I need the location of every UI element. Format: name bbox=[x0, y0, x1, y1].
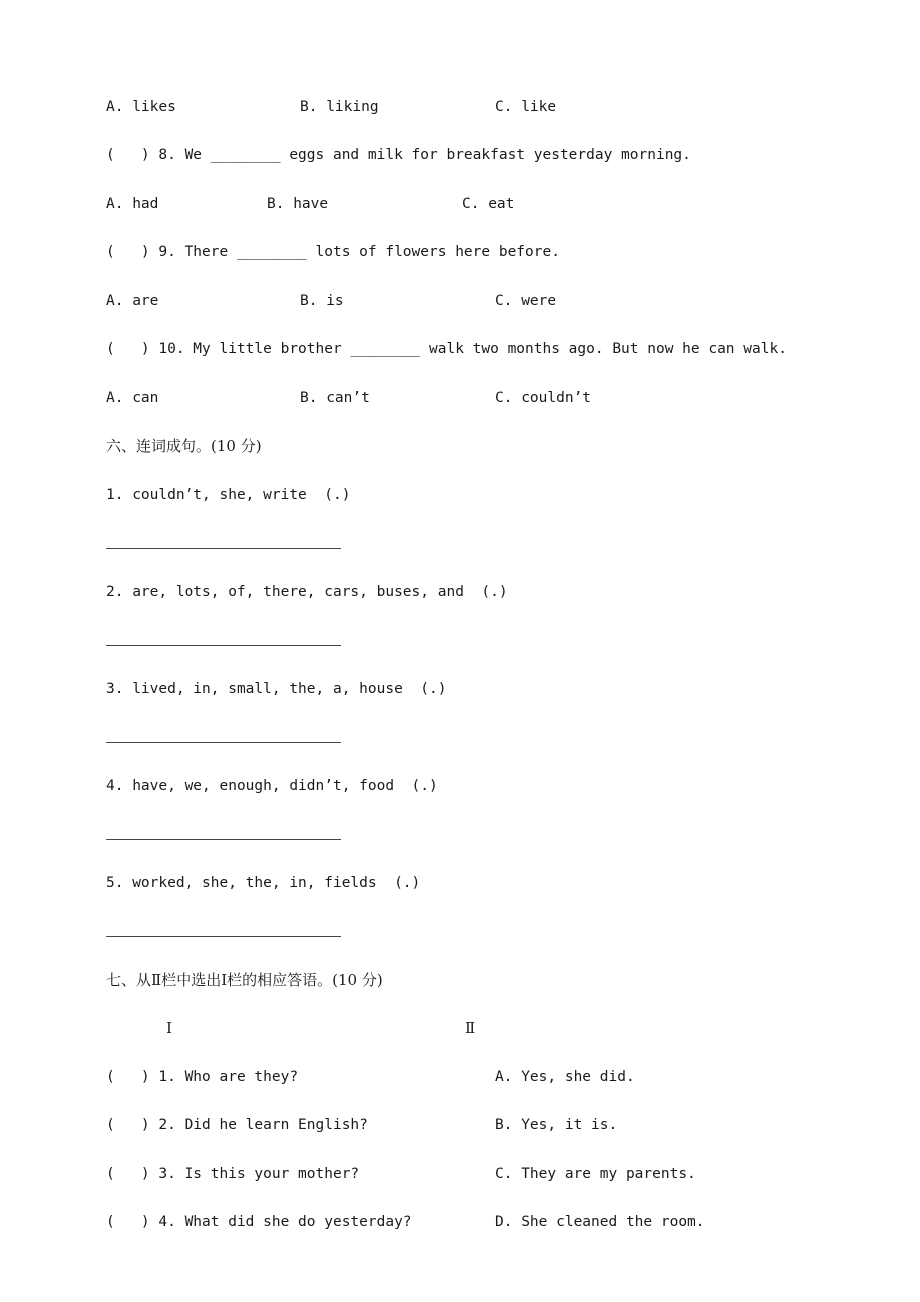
q8-option-c: C. eat bbox=[462, 196, 515, 212]
answer-line-1 bbox=[106, 548, 341, 549]
q10-option-a: A. can bbox=[106, 390, 159, 406]
column-1-heading: Ⅰ bbox=[166, 1019, 172, 1037]
sentence-item-1: 1. couldn’t, she, write (.) bbox=[106, 487, 351, 503]
match-answer-b: B. Yes, it is. bbox=[495, 1117, 618, 1133]
answer-line-4 bbox=[106, 839, 341, 840]
q9-option-c: C. were bbox=[495, 293, 557, 309]
q9-stem: ( ) 9. There ________ lots of flowers here before. bbox=[106, 244, 560, 260]
section7-heading: 七、从Ⅱ栏中选出Ⅰ栏的相应答语。(10 分) bbox=[106, 971, 383, 989]
q7-option-a: A. likes bbox=[106, 99, 176, 115]
q10-option-b: B. can’t bbox=[300, 390, 370, 406]
q9-option-a: A. are bbox=[106, 293, 159, 309]
q8-option-b: B. have bbox=[267, 196, 329, 212]
match-answer-d: D. She cleaned the room. bbox=[495, 1214, 705, 1230]
section6-heading: 六、连词成句。(10 分) bbox=[106, 437, 262, 455]
column-2-heading: Ⅱ bbox=[465, 1019, 476, 1037]
q10-option-c: C. couldn’t bbox=[495, 390, 592, 406]
sentence-item-3: 3. lived, in, small, the, a, house (.) bbox=[106, 681, 447, 697]
match-answer-a: A. Yes, she did. bbox=[495, 1069, 635, 1085]
match-question-1: ( ) 1. Who are they? bbox=[106, 1069, 299, 1085]
answer-line-5 bbox=[106, 936, 341, 937]
answer-line-3 bbox=[106, 742, 341, 743]
match-answer-c: C. They are my parents. bbox=[495, 1166, 696, 1182]
sentence-item-5: 5. worked, she, the, in, fields (.) bbox=[106, 875, 421, 891]
sentence-item-4: 4. have, we, enough, didn’t, food (.) bbox=[106, 778, 438, 794]
answer-line-2 bbox=[106, 645, 341, 646]
q7-option-b: B. liking bbox=[300, 99, 379, 115]
match-question-4: ( ) 4. What did she do yesterday? bbox=[106, 1214, 412, 1230]
q9-option-b: B. is bbox=[300, 293, 344, 309]
match-question-2: ( ) 2. Did he learn English? bbox=[106, 1117, 368, 1133]
q8-stem: ( ) 8. We ________ eggs and milk for breakfast yesterday morning. bbox=[106, 147, 691, 163]
q7-option-c: C. like bbox=[495, 99, 557, 115]
q10-stem: ( ) 10. My little brother ________ walk two months ago. But now he can walk. bbox=[106, 341, 787, 357]
q8-option-a: A. had bbox=[106, 196, 159, 212]
sentence-item-2: 2. are, lots, of, there, cars, buses, and (.) bbox=[106, 584, 508, 600]
match-question-3: ( ) 3. Is this your mother? bbox=[106, 1166, 360, 1182]
